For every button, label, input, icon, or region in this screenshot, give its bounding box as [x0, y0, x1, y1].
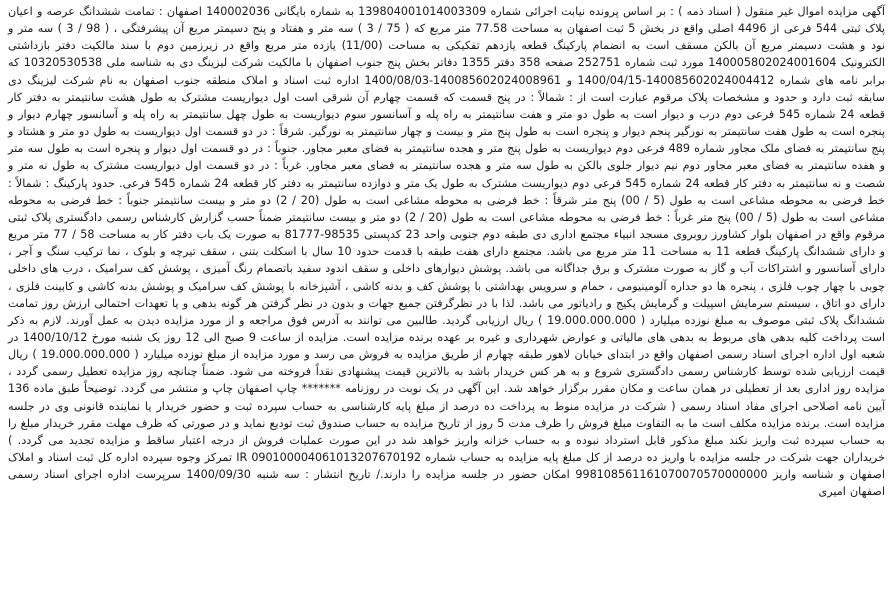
- notice-body-text: آگهی مزایده اموال غیر منقول ( اسناد ذمه ) : بر اساس پرونده نیابت اجرائی شماره 139804001014003309 به شماره بایگانی 140002036 اصفهان : تمامت ششدانگ عرصه و اعیان پلاک ثبتی 544 فرعی از 4496 اصلی واقع در بخش 5 ثبت اصفهان به مساحت 77.58 متر مربع که ( 75 / 3 ) سه متر و هفتاد و پنج دسیمتر مربع آن پیشرفتگی ، ( 98 / 3 ) سه متر و نود و هشت دسیمتر مربع آن بالکن مسقف است به انضمام پارکینگ قطعه یازدهم تفکیکی به مساحت (11/00) یازده متر مربع واقع در زیرزمین دوم با سند مالکیت دفتر بازداشتی الکترونیک 140005802024001604 مورد ثبت شماره 252751 صفحه 358 دفتر 1355 دفاتر بخش پنج جنوب اصفهان با مالکیت شرکت لیزینگ دی به شناسه ملی 10320530538 که برابر نامه های شماره 140085602024004412-1400/04/15 و 140085602024008961-1400/08/03 اداره ثبت اسناد و املاک منطقه جنوب اصفهان به نام شرکت لیزینگ دی سابقه ثبت دارد و حدود و مشخصات پلاک مرقوم عبارت است از : شمالاً : در پنج قسمت که قسمت چهارم آن شرقی است اول دیواریست مشترک به طول هشت سانتیمتر به دفتر کار قطعه 24 شماره 545 فرعی دوم درب و دیوار است به طول دو متر و هفت سانتیمتر به راه پله و آسانسور سوم دیواریست به طول چهل سانتیمتر به راه پله و آسانسور چهارم دیوار و پنجره است به طول هفت سانتیمتر به نورگیر پنجم دیوار و پنجره است به طول پنج متر و بیست و چهار سانتیمتر به نورگیر. شرقاً : در دو قسمت اول دیواریست به طول دو متر و هشتاد و پنج سانتیمتر به فضای ملک مجاور شماره 489 فرعی دوم دیواریست به طول پنج متر و هجده سانتیمتر به فضای معبر مجاور. جنوباً : در دو قسمت اول دیوار و پنجره است به طول سه متر و هفده سانتیمتر به فضای معبر مجاور دوم نیم دیوار جلوی بالکن به طول سه متر و هجده سانتیمتر به فضای معبر مجاور. غرباً : در دو قسمت اول دیواریست مشترک به طول نه متر و شصت و نه سانتیمتر به دفتر کار قطعه 24 شماره 545 فرعی دوم دیواریست مشترک به طول یک متر و دوازده سانتیمتر به دفتر کار قطعه 24 شماره 545 فرعی. حدود پارکینگ : شمالاً : خط فرضی به محوطه مشاعی است به طول (5 / 00) پنج متر شرقاً : خط فرضی به محوطه مشاعی است به طول (20 / 2) دو متر و بیست سانتیمتر جنوباً : خط فرضی به محوطه مشاعی است به طول (5 / 00) پنج متر غرباً : خط فرضی به محوطه مشاعی است به طول (20 / 2) دو متر و بیست سانتیمتر ضمناً حسب گزارش کارشناس رسمی دادگستری پلاک ثبتی مرقوم واقع در اصفهان بلوار کشاورز روبروی مسجد انبیاء مجتمع اداری دی طبقه دوم جنوبی واحد 23 کدپستی 98535-81777 به صورت یک باب دفتر کار به مساحت 58 / 77 متر مربع و دارای ششدانگ پارکینگ قطعه 11 به مساحت 11 متر مربع می باشد. مجتمع دارای هفت طبقه با قدمت حدود 10 سال با اسکلت بتنی ، سقف تیرچه و بلوک ، نما ترکیب سنگ و آجر ، دارای آسانسور و اشتراکات آب و گاز به صورت مشترک و برق جداگانه می باشد. پوشش دیوارهای داخلی و سقف اندود سفید باتصمام رنگ آمیزی ، پوشش کف سرامیک ، درب های داخلی چوبی با چهار چوب فلزی ، پنجره ها دو جداره آلومینیومی ، حمام و سرویس بهداشتی با پوشش کف و بدنه کاشی ، آشپزخانه با پوشش کف سرامیک و پوشش بدنه کاشی و کابینت فلزی ، دارای دو اتاق ، سیستم سرمایش اسپیلت و گرمایش پکیج و رادیاتور می باشد. لذا با در نظرگرفتن جمیع جهات و بدون در نظر گرفتن هر گونه بدهی و یا تعهدات احتمالی ارزش روز تمامت ششدانگ پلاک ثبتی موصوف به مبلغ نوزده میلیارد ( 19.000.000.000 ) ریال ارزیابی گردید. طالبین می توانند به آدرس فوق مراجعه و از مورد مزایده دیدن به عمل آورند. لازم به ذکر است پرداخت کلیه بدهی های مربوط به بدهی های مالیاتی و عوارض شهرداری و غیره بر عهده برنده مزایده است. مزایده از ساعت 9 صبح الی 12 روز یک شنبه مورخ 1400/10/12 در شعبه اول اداره اجرای اسناد رسمی اصفهان واقع در ابتدای خیابان لاهور طبقه چهارم از طریق مزایده به فروش می رسد و مورد مزایده از مبلغ نوزده میلیارد ( 19.000.000.000 ) ریال قیمت ارزیابی شده توسط کارشناس رسمی دادگستری شروع و به هر کس خریدار باشد به بالاترین قیمت پیشنهادی نقداً فروخته می شود. ضمناً چنانچه روز مزایده تعطیل رسمی گردد ، مزایده روز اداری بعد از تعطیلی در همان ساعت و مکان مقرر برگزار خواهد شد. این آگهی در یک نوبت در روزنامه ******* چاپ اصفهان چاپ و منتشر می گردد. توضیحاً طبق ماده 136 آیین نامه اصلاحی اجرای مفاد اسناد رسمی ( شرکت در مزایده منوط به پرداخت ده درصد از مبلغ پایه کارشناسی به حساب سپرده ثبت و حضور خریدار یا نماینده قانونی وی در جلسه مزایده است. برنده مزایده مکلف است ما به التفاوت مبلغ فروش را ظرف مدت 5 روز از تاریخ مزایده به حساب صندوق ثبت تودیع نماید و در صورتی که ظرف مهلت مقرر خریدار مبلغ را به حساب سپرده ثبت واریز نکند مبلغ مذکور قابل استرداد نبوده و به حساب خزانه واریز خواهد شد در این صورت عملیات فروش از درجه اعتبار ساقط و مزایده تجدید می گردد. ) خریداران جهت شرکت در جلسه مزایده با واریز ده درصد از کل مبلغ پایه مزایده به حساب شماره IR 090100004061013207670192 تمرکز وجوه سپرده اداره کل ثبت اسناد و املاک اصفهان و شناسه واریز 998108561161070070570000000 امکان حضور در جلسه مزایده را دارند./ تاریخ انتشار : سه شنبه 1400/09/30 سرپرست اداره اجرای اسناد رسمی اصفهان امیری: [8, 5, 886, 499]
